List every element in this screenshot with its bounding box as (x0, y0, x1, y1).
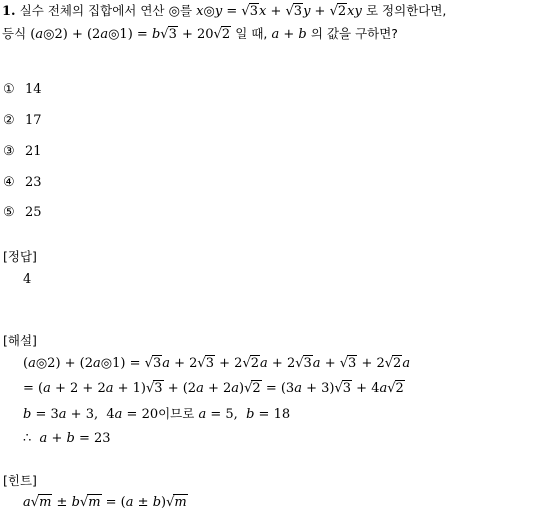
solution-conclusion: ∴ a + b = 23 (23, 431, 111, 446)
operator-symbol: ◎ (168, 4, 180, 19)
question-text-d: 등식 (2, 26, 27, 41)
answer-value: 4 (23, 272, 32, 287)
solution-label: [해설] (3, 333, 37, 348)
solution-text-iprom: 이므로 (158, 406, 195, 421)
choice-2-mark: ② (3, 113, 15, 128)
choice-2[interactable] (3, 112, 42, 130)
choice-1-value: 14 (25, 82, 42, 97)
question-line-2 (2, 25, 398, 44)
choice-1-mark: ① (3, 82, 15, 97)
choice-3-mark: ③ (3, 144, 15, 159)
question-text-e: 일 때, (235, 26, 268, 41)
choice-3[interactable] (3, 143, 42, 161)
solution-step-1: (a◎2) + (2a◎1) = √3a + 2√3 + 2√2a + 2√3a + √3 + 2√2a (23, 356, 411, 371)
question-number: 1. (2, 4, 16, 19)
choice-3-value: 21 (25, 144, 42, 159)
choice-4-mark: ④ (3, 175, 15, 190)
question-line-1 (2, 2, 446, 21)
question-text-c: 로 정의한다면, (366, 3, 447, 18)
choice-5[interactable] (3, 204, 42, 222)
definition-formula: x◎y = √3x + √3y + √2xy (196, 4, 362, 19)
hint-label: [힌트] (3, 473, 37, 488)
equation-formula: (a◎2) + (2a◎1) = b√3 + 20√2 (30, 27, 231, 42)
solution-step-2: = (a + 2 + 2a + 1)√3 + (2a + 2a)√2 = (3a + 3)√3 + 4a√2 (23, 381, 404, 396)
solution-step-3: b = 3a + 3, 4a = 20이므로 a = 5, b = 18 (23, 406, 291, 422)
choice-5-mark: ⑤ (3, 205, 15, 220)
sum-expression: a + b (271, 27, 307, 42)
question-text-b: 를 (179, 3, 193, 18)
question-text-f: 의 값을 구하면? (310, 26, 398, 41)
choice-4[interactable] (3, 174, 42, 192)
choice-2-value: 17 (25, 113, 42, 128)
choice-1[interactable] (3, 81, 42, 99)
choice-5-value: 25 (25, 205, 42, 220)
hint-formula: a√m ± b√m = (a ± b)√m (23, 495, 187, 510)
answer-label: [정답] (3, 249, 37, 264)
therefore-symbol: ∴ (23, 431, 32, 446)
choice-4-value: 23 (25, 175, 42, 190)
question-text-a: 실수 전체의 집합에서 연산 (19, 3, 165, 18)
